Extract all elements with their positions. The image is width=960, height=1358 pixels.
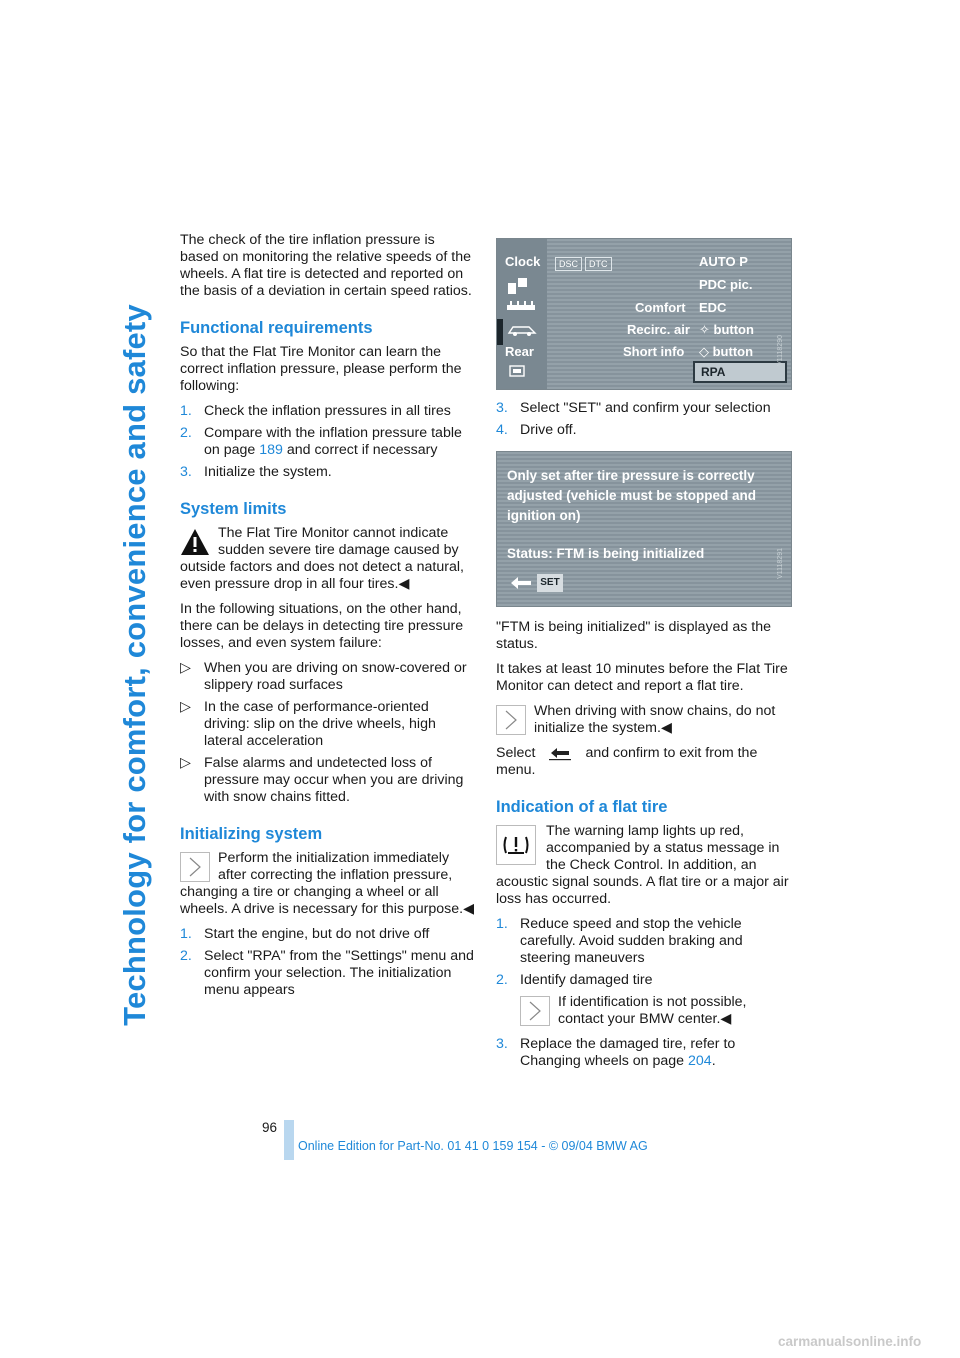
heading-functional-requirements: Functional requirements: [180, 319, 373, 337]
step-text: Start the engine, but do not drive off: [204, 926, 430, 942]
status-line-2: adjusted (vehicle must be stopped and: [507, 488, 757, 503]
step-text: [520, 1036, 792, 1070]
warning-note: [180, 525, 475, 593]
chapter-side-title: [110, 230, 160, 1100]
list-item: [496, 1036, 792, 1070]
step-text: Select "RPA" from the "Settings" menu and confirm your selection. The initialization menu appears: [204, 948, 474, 998]
list-item: [180, 425, 475, 459]
list-item: [180, 660, 475, 694]
step-number: 1.: [180, 926, 192, 942]
step-number: 2.: [496, 972, 508, 988]
selection-indicator: [497, 319, 503, 345]
list-item: [180, 403, 475, 420]
list-item: [180, 755, 475, 806]
step-number: 3.: [496, 1036, 508, 1052]
chip-dsc: DSC: [555, 257, 582, 271]
settings-menu-screenshot: [496, 238, 792, 390]
status-paragraph: "FTM is being initialized" is displayed as the status.: [496, 619, 772, 652]
page-link-204[interactable]: 204: [688, 1053, 712, 1069]
intro-paragraph: The check of the tire inflation pressure is based on monitoring the relative speeds of the wheels. A flat tire is detected and reported on the basis of a deviation in certain speed ratios.: [180, 232, 472, 299]
heading-system-limits: System limits: [180, 500, 287, 518]
select-text: Select: [496, 745, 536, 761]
tire-pressure-warning-icon: [496, 825, 536, 865]
step-text: Identify damaged tire: [520, 972, 653, 988]
status-line-3: ignition on): [507, 508, 581, 523]
chapter-title-text: Technology for comfort, convenience and safety: [117, 304, 153, 1026]
init-note-text: Perform the initialization immediately after correcting the inflation pressure, changing a tire or changing a wheel or all wheels. A drive is necessary for this purpose.◀: [180, 850, 475, 917]
list-item: [496, 916, 792, 967]
step-text: Select "SET" and confirm your selection: [520, 400, 771, 416]
step-number: 1.: [180, 403, 192, 419]
image-code: V1118291: [777, 548, 784, 579]
page-number: 96: [262, 1120, 278, 1135]
functional-intro: So that the Flat Tire Monitor can learn the correct inflation pressure, please perform the following:: [180, 344, 462, 394]
step-text: Initialize the system.: [204, 464, 332, 480]
step-text-part: Compare with the inflation pressure table on page: [204, 425, 462, 458]
ruler-icon: [507, 301, 535, 311]
page-link-189[interactable]: 189: [259, 442, 283, 458]
status-line-1: Only set after tire pressure is correctly: [507, 468, 755, 483]
step-text-part: and correct if necessary: [282, 442, 438, 458]
step-text: Drive off.: [520, 422, 577, 438]
bullet-mark: ▷: [180, 660, 191, 676]
menu-item-rear: Rear: [505, 344, 534, 359]
select-text-after: and confirm to exit from the menu.: [496, 745, 758, 778]
list-item: [180, 464, 475, 481]
footer-edition: Online Edition for Part-No. 01 41 0 159 154 - © 09/04 BMW AG: [298, 1139, 648, 1153]
bullet-text: When you are driving on snow-covered or slippery road surfaces: [204, 660, 467, 693]
menu-comfort: Comfort: [635, 300, 686, 315]
car-icon: [507, 323, 537, 337]
menu-pdc-pic: PDC pic.: [699, 277, 753, 292]
step-text: [204, 425, 475, 459]
settings-icon: [507, 277, 529, 295]
list-item: [180, 948, 475, 999]
back-arrow-icon: [545, 745, 575, 761]
note-arrow-icon: [520, 996, 550, 1026]
watermark: carmanualsonline.info: [778, 1334, 922, 1349]
screen-icon: [509, 365, 525, 377]
step-number: 2.: [180, 425, 192, 441]
bullet-mark: ▷: [180, 755, 191, 771]
footer-bar: [284, 1120, 294, 1160]
list-item: [496, 400, 792, 417]
chip-dtc: DTC: [585, 257, 612, 271]
note-arrow-icon: [180, 852, 210, 882]
initialization-status-screenshot: [496, 451, 792, 607]
menu-edc: EDC: [699, 300, 727, 315]
right-column: [496, 238, 792, 1075]
menu-auto-p: AUTO P: [699, 254, 748, 269]
list-item: [180, 699, 475, 750]
menu-rpa-selected: RPA: [693, 361, 787, 383]
heading-initializing-system: Initializing system: [180, 825, 323, 843]
menu-short-info: Short info: [623, 344, 685, 359]
flat-note-text: The warning lamp lights up red, accompanied by a status message in the Check Control. In addition, an acoustic signal sounds. A flat tire or a major air loss has occurred.: [496, 823, 789, 907]
image-code: V1118290: [777, 335, 784, 366]
step-number: 4.: [496, 422, 508, 438]
warning-text: The Flat Tire Monitor cannot indicate sudden severe tire damage caused by outside factors and does not detect a natural, even pressure drop in all four tires.◀: [180, 525, 464, 592]
bullet-mark: ▷: [180, 699, 191, 715]
list-item: [496, 422, 792, 439]
note-arrow-icon: [496, 705, 526, 735]
step-number: 1.: [496, 916, 508, 932]
heading-flat-tire: Indication of a flat tire: [496, 798, 668, 816]
info-note: [520, 994, 792, 1028]
step-text-part: .: [711, 1053, 716, 1069]
step-text: Reduce speed and stop the vehicle carefully. Avoid sudden braking and steering maneuvers: [520, 916, 743, 966]
info-note: [180, 850, 475, 918]
menu-item-clock: Clock: [505, 254, 541, 269]
select-exit-paragraph: [496, 745, 792, 779]
chains-note-text: When driving with snow chains, do not initialize the system.◀: [534, 703, 776, 736]
limits-paragraph: In the following situations, on the other hand, there can be delays in detecting tire pressure losses, and even system failure:: [180, 601, 464, 651]
bullet-text: In the case of performance-oriented driving: slip on the drive wheels, high lateral acceleration: [204, 699, 436, 749]
step-number: 3.: [496, 400, 508, 416]
step-number: 2.: [180, 948, 192, 964]
step-number: 3.: [180, 464, 192, 480]
ident-note-text: If identification is not possible, contact your BMW center.◀: [558, 994, 747, 1027]
step-text: Check the inflation pressures in all tires: [204, 403, 451, 419]
time-paragraph: It takes at least 10 minutes before the Flat Tire Monitor can detect and report a flat tire.: [496, 661, 788, 694]
warning-triangle-icon: [180, 527, 210, 557]
status-line-status: Status: FTM is being initialized: [507, 546, 705, 561]
list-item: [180, 926, 475, 943]
menu-recirc-air: Recirc. air: [627, 322, 690, 337]
menu-info-button: ◇ button: [699, 344, 754, 359]
back-arrow-icon: [509, 576, 533, 590]
left-column: [180, 232, 475, 1004]
menu-recirc-button: ✧ button: [699, 322, 754, 337]
step-text-part: Replace the damaged tire, refer to Changing wheels on page: [520, 1036, 736, 1069]
bullet-text: False alarms and undetected loss of pressure may occur when you are driving with snow chains fitted.: [204, 755, 464, 805]
set-button-label: SET: [537, 574, 563, 592]
warning-lamp-note: [496, 823, 792, 908]
list-item: [496, 972, 792, 989]
info-note: [496, 703, 792, 737]
